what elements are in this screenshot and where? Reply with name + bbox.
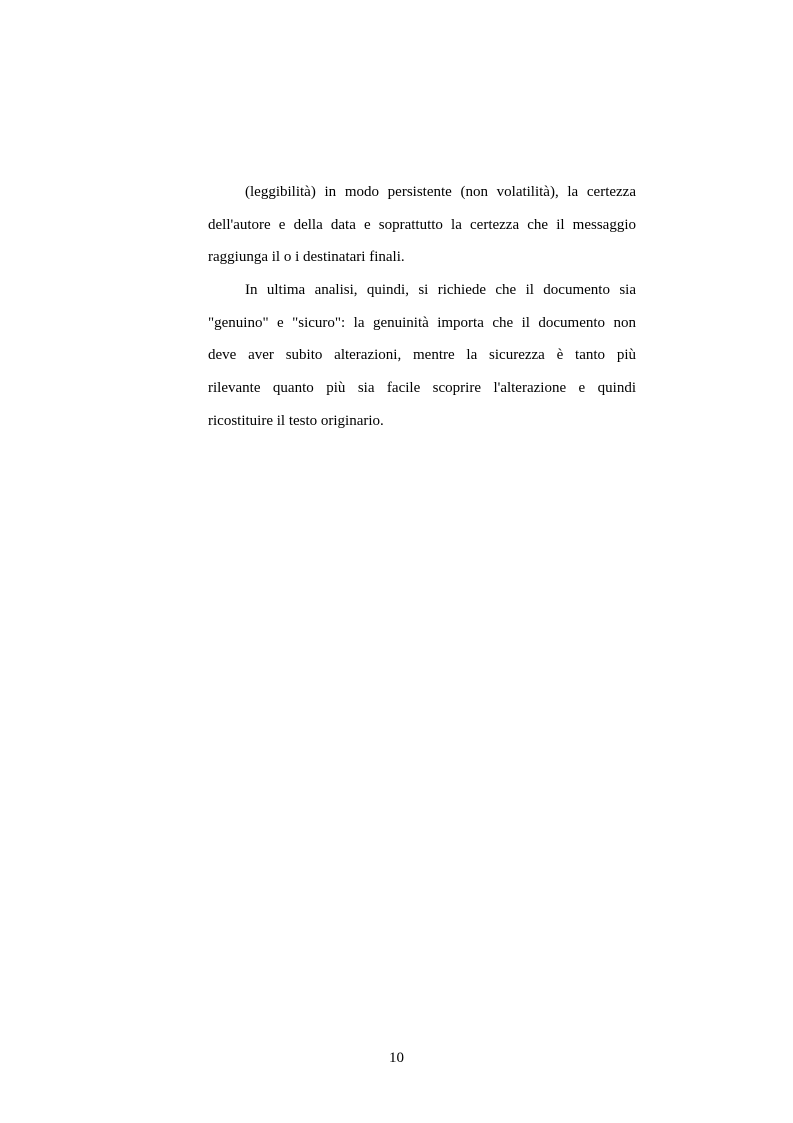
paragraph-2-line-5: ricostituire il testo originario.: [208, 412, 384, 429]
paragraph-2-line-3: deve aver subito alterazioni, mentre la sicurezza è tanto più: [208, 347, 636, 364]
paragraph-2-line-2: "genuino" e "sicuro": la genuinità importa che il documento non: [208, 314, 636, 331]
page-number: 10: [389, 1050, 404, 1066]
paragraph-1-line-1: (leggibilità) in modo persistente (non volatilità), la certezza: [245, 184, 636, 200]
paragraph-1-line-3: raggiunga il o i destinatari finali.: [208, 249, 405, 266]
paragraph-2-line-1: In ultima analisi, quindi, si richiede che il documento sia: [245, 282, 636, 299]
paragraph-1-line-2: dell'autore e della data e soprattutto la certezza che il messaggio: [208, 216, 636, 233]
body-text: [208, 176, 636, 438]
paragraph-2-line-4: rilevante quanto più sia facile scoprire l'alterazione e quindi: [208, 380, 636, 397]
